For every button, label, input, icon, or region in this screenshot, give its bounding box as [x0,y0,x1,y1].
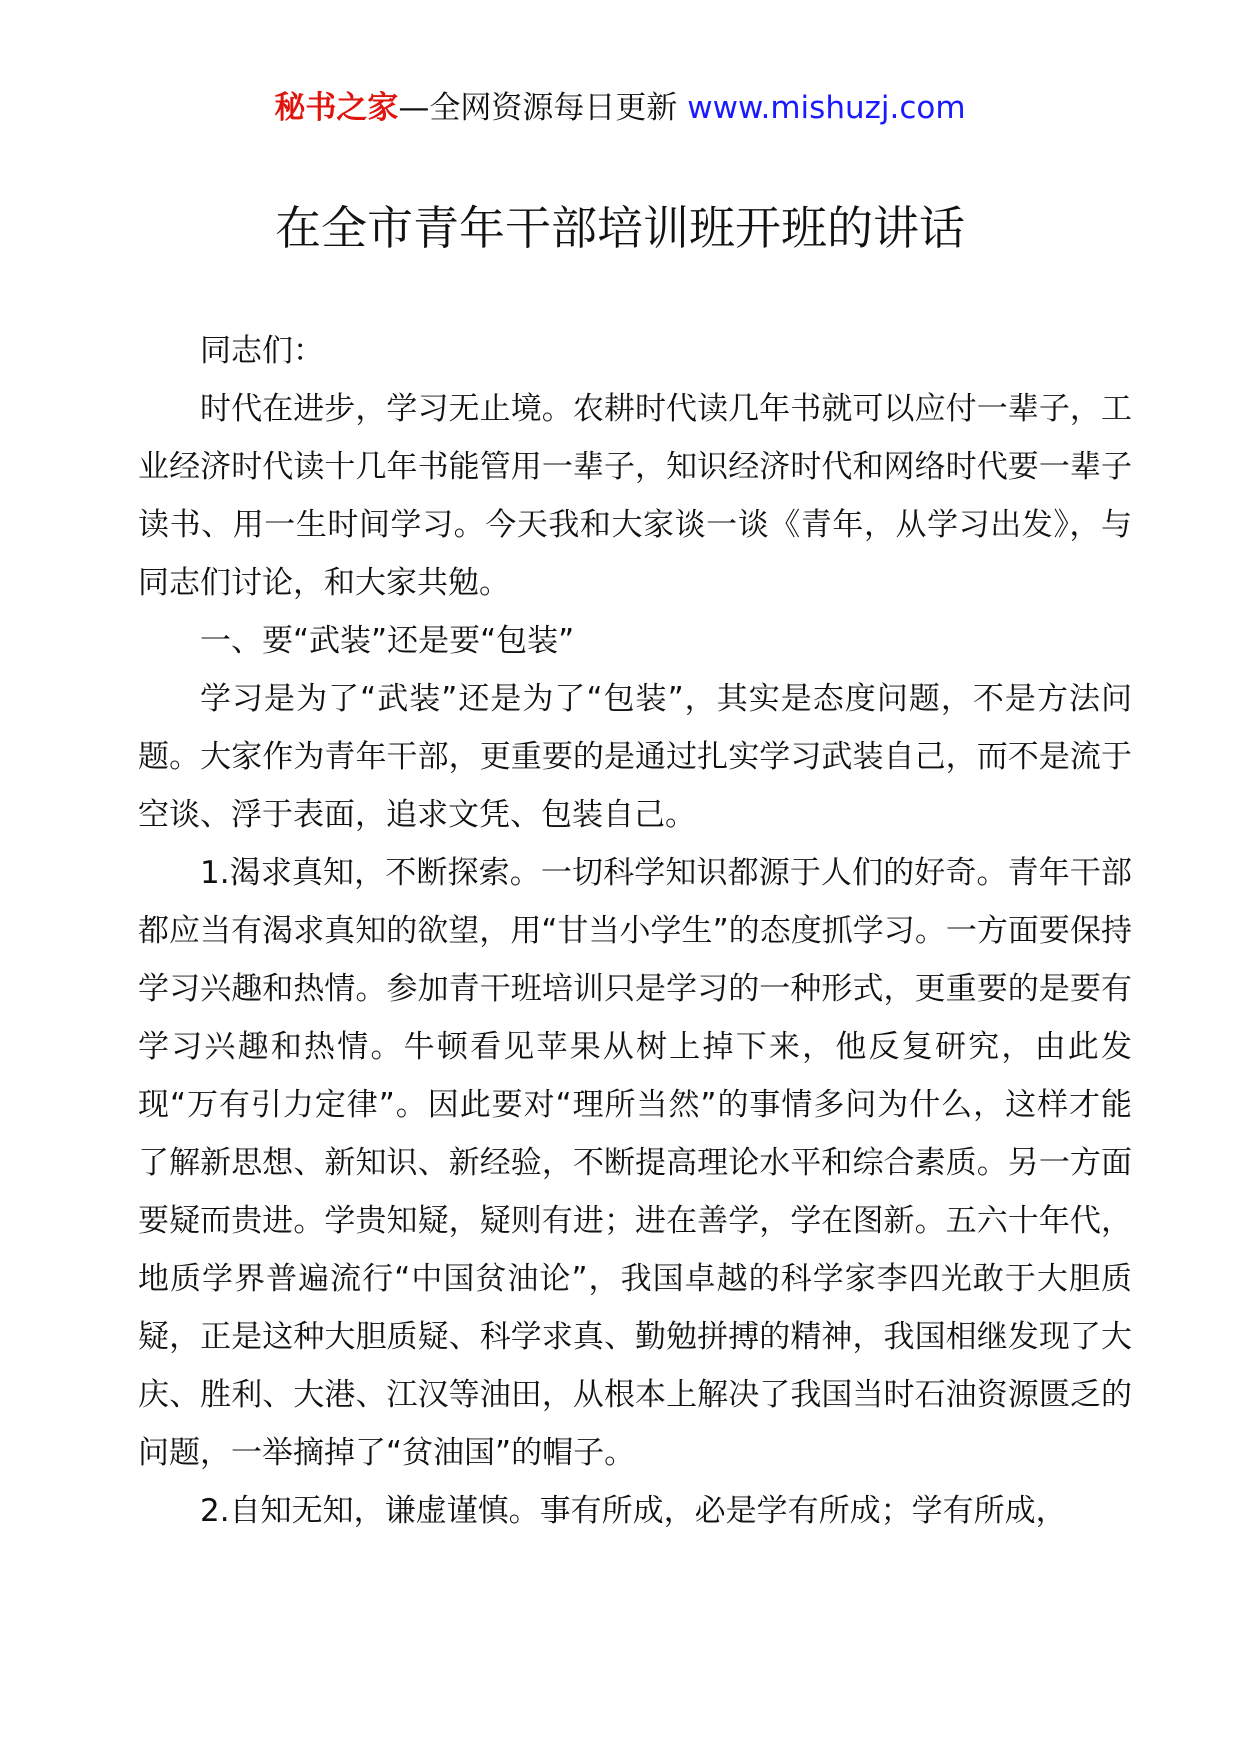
site-header [0,88,1240,128]
website-link[interactable]: www.mishuzj.com [687,90,966,126]
brand-name: 秘书之家 [274,90,399,126]
section-heading-1: 一、要“武装”还是要“包装” [200,623,575,659]
paragraph-section-1: 学习是为了“武装”还是为了“包装”，其实是态度问题，不是方法问题。大家作为青年干部，更重要的是通过扎实学习武装自己，而不是流于空谈、浮于表面，追求文凭、包装自己。 [138,681,1132,833]
paragraph-point-2: 2.自知无知，谦虚谨慎。事有所成，必是学有所成；学有所成， [200,1493,1067,1529]
document-body [138,322,1132,1540]
paragraph-intro: 时代在进步，学习无止境。农耕时代读几年书就可以应付一辈子，工业经济时代读十几年书能管用一辈子，知识经济时代和网络时代要一辈子读书、用一生时间学习。今天我和大家谈一谈《青年，从学习出发》，与同志们讨论，和大家共勉。 [138,391,1132,601]
paragraph-point-1: 1.渴求真知，不断探索。一切科学知识都源于人们的好奇。青年干部都应当有渴求真知的欲望，用“甘当小学生”的态度抓学习。一方面要保持学习兴趣和热情。参加青干班培训只是学习的一种形式，更重要的是要有学习兴趣和热情。牛顿看见苹果从树上掉下来，他反复研究，由此发现“万有引力定律”。因此要对“理所当然”的事情多问为什么，这样才能了解新思想、新知识、新经验，不断提高理论水平和综合素质。另一方面要疑而贵进。学贵知疑，疑则有进；进在善学，学在图新。五六十年代，地质学界普遍流行“中国贫油论”，我国卓越的科学家李四光敢于大胆质疑，正是这种大胆质疑、科学求真、勤勉拼搏的精神，我国相继发现了大庆、胜利、大港、江汉等油田，从根本上解决了我国当时石油资源匮乏的问题，一举摘掉了“贫油国”的帽子。 [138,855,1132,1471]
salutation: 同志们： [200,333,324,369]
document-title: 在全市青年干部培训班开班的讲话 [275,201,965,255]
header-tagline: —全网资源每日更新 [398,90,688,126]
